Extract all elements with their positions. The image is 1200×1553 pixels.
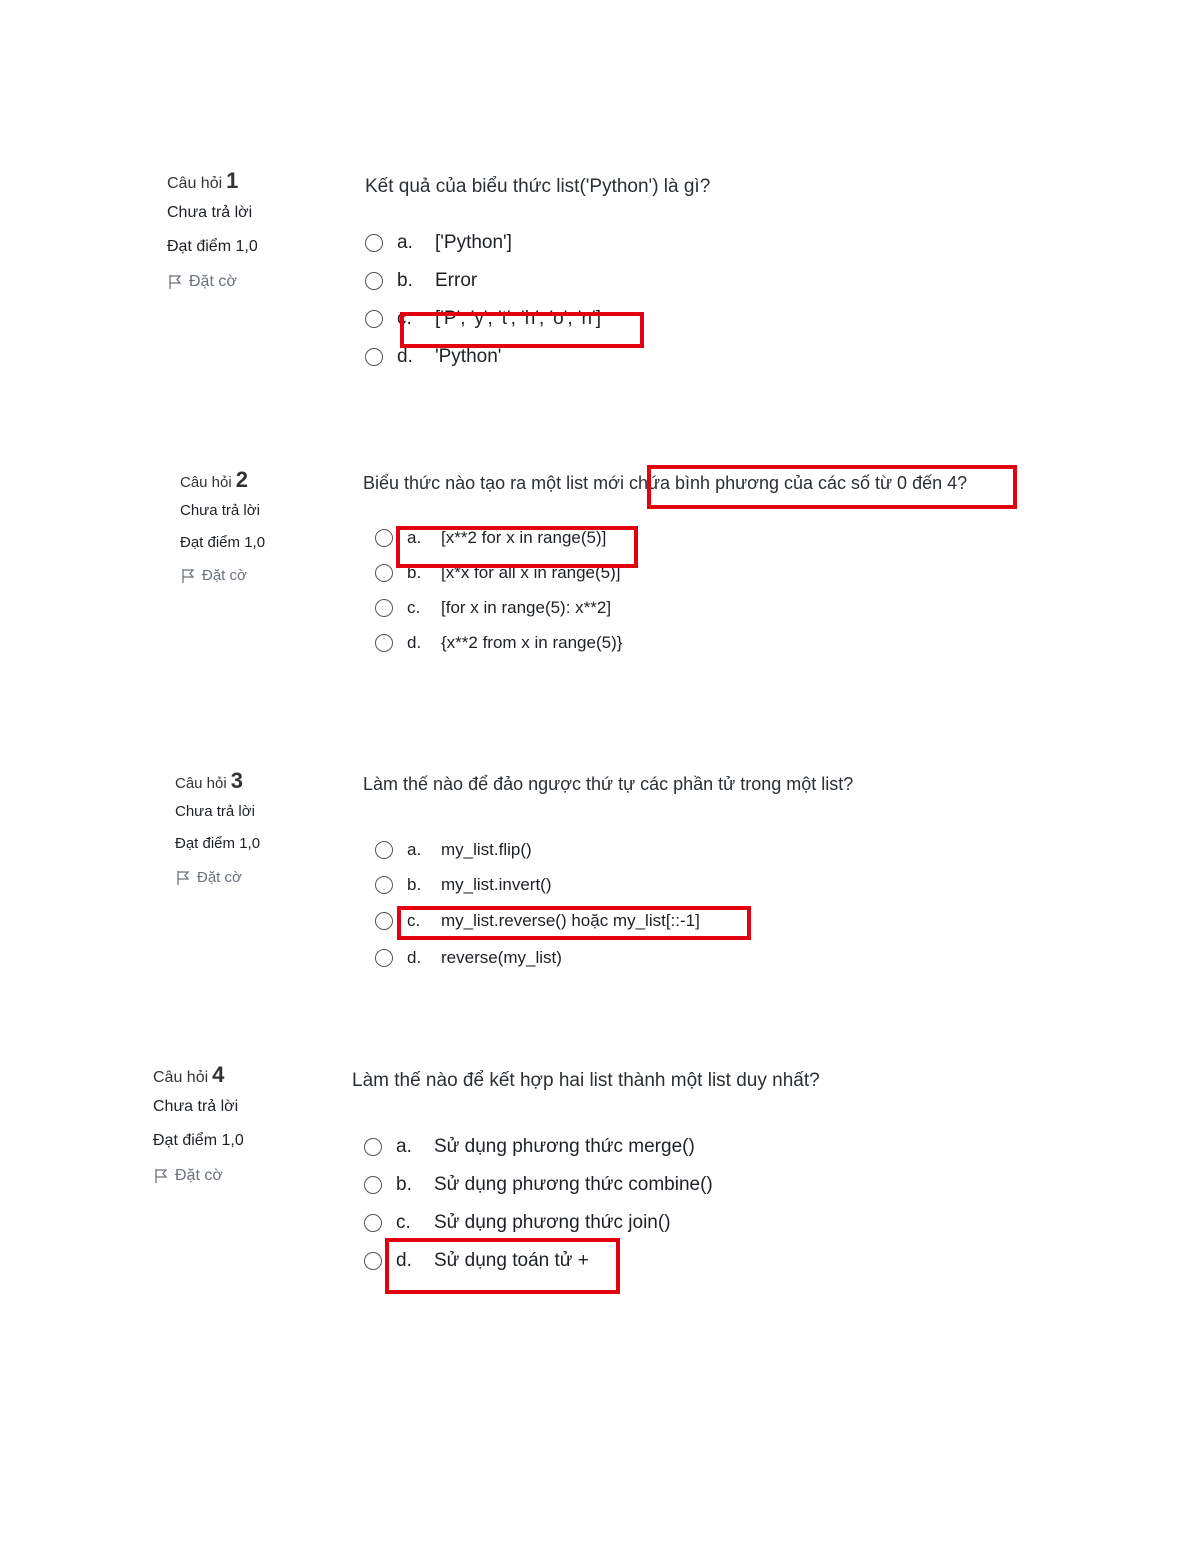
answer-highlight-box <box>396 526 638 568</box>
question-state: Chưa trả lời <box>175 803 255 820</box>
radio-button[interactable] <box>365 272 383 290</box>
question-grade: Đạt điểm 1,0 <box>180 534 266 551</box>
flag-question-link[interactable]: Đặt cờ <box>180 559 350 593</box>
answer-option-a[interactable]: a. ['Python'] <box>365 224 601 262</box>
question-number: Câu hỏi 3 <box>175 768 243 793</box>
answer-option-d[interactable]: d. {x**2 from x in range(5)} <box>375 625 622 660</box>
question-info <box>175 766 345 896</box>
question-highlight-box <box>647 465 1017 509</box>
flag-icon <box>167 274 183 290</box>
radio-button[interactable] <box>375 949 393 967</box>
radio-button[interactable] <box>365 234 383 252</box>
answer-highlight-box <box>400 312 644 348</box>
radio-button[interactable] <box>375 564 393 582</box>
radio-button[interactable] <box>375 599 393 617</box>
answer-option-b[interactable]: b. my_list.invert() <box>375 867 700 902</box>
question-grade: Đạt điểm 1,0 <box>167 238 258 255</box>
answer-option-a[interactable]: a. my_list.flip() <box>375 832 700 867</box>
question-state: Chưa trả lời <box>180 502 260 519</box>
answer-option-b[interactable]: b. [x*x for all x in range(5)] <box>375 555 622 590</box>
question-info <box>153 1060 323 1194</box>
radio-button[interactable] <box>375 634 393 652</box>
flag-question-link[interactable]: Đặt cờ <box>153 1158 323 1194</box>
radio-button[interactable] <box>364 1214 382 1232</box>
radio-button[interactable] <box>364 1138 382 1156</box>
radio-button[interactable] <box>364 1252 382 1270</box>
question-info <box>180 465 350 593</box>
question-text: Làm thế nào để kết hợp hai list thành một list duy nhất? <box>352 1070 820 1091</box>
radio-button[interactable] <box>375 912 393 930</box>
answer-option-d[interactable]: d. reverse(my_list) <box>375 940 700 975</box>
answer-option-b[interactable]: b. Error <box>365 262 601 300</box>
answer-option-d[interactable]: d. Sử dụng toán tử + <box>364 1242 713 1280</box>
answer-options <box>375 832 700 975</box>
question-number: Câu hỏi 4 <box>153 1062 225 1087</box>
answer-highlight-box <box>397 906 751 940</box>
question-number: Câu hỏi 1 <box>167 168 239 193</box>
question-state: Chưa trả lời <box>167 204 253 221</box>
question-text: Biểu thức nào tạo ra một list mới chứa bình phương của các số từ 0 đến 4? <box>363 473 968 493</box>
flag-question-link[interactable]: Đặt cờ <box>167 264 337 300</box>
flag-icon <box>175 870 191 886</box>
answer-highlight-box <box>385 1238 620 1294</box>
answer-option-c[interactable]: c. my_list.reverse() hoặc my_list[::-1] <box>375 902 700 940</box>
answer-options <box>365 224 601 376</box>
answer-option-a[interactable]: a. Sử dụng phương thức merge() <box>364 1128 713 1166</box>
flag-icon <box>153 1168 169 1184</box>
radio-button[interactable] <box>375 529 393 547</box>
question-state: Chưa trả lời <box>153 1098 239 1115</box>
question-number: Câu hỏi 2 <box>180 467 248 492</box>
question-grade: Đạt điểm 1,0 <box>175 835 261 852</box>
flag-icon <box>180 568 196 584</box>
question-text: Làm thế nào để đảo ngược thứ tự các phần tử trong một list? <box>363 774 854 794</box>
radio-button[interactable] <box>375 876 393 894</box>
radio-button[interactable] <box>364 1176 382 1194</box>
radio-button[interactable] <box>365 310 383 328</box>
answer-option-c[interactable]: c. [for x in range(5): x**2] <box>375 590 622 625</box>
question-grade: Đạt điểm 1,0 <box>153 1132 244 1149</box>
answer-option-c[interactable]: c. ['P', 'y', 't', 'h', 'o', 'n'] <box>365 300 601 338</box>
radio-button[interactable] <box>375 841 393 859</box>
flag-question-link[interactable]: Đặt cờ <box>175 860 345 896</box>
answer-option-c[interactable]: c. Sử dụng phương thức join() <box>364 1204 713 1242</box>
question-info <box>167 166 337 300</box>
question-text: Kết quả của biểu thức list('Python') là gì? <box>365 176 711 197</box>
answer-option-d[interactable]: d. 'Python' <box>365 338 601 376</box>
answer-option-a[interactable]: a. [x**2 for x in range(5)] <box>375 520 622 555</box>
answer-option-b[interactable]: b. Sử dụng phương thức combine() <box>364 1166 713 1204</box>
radio-button[interactable] <box>365 348 383 366</box>
